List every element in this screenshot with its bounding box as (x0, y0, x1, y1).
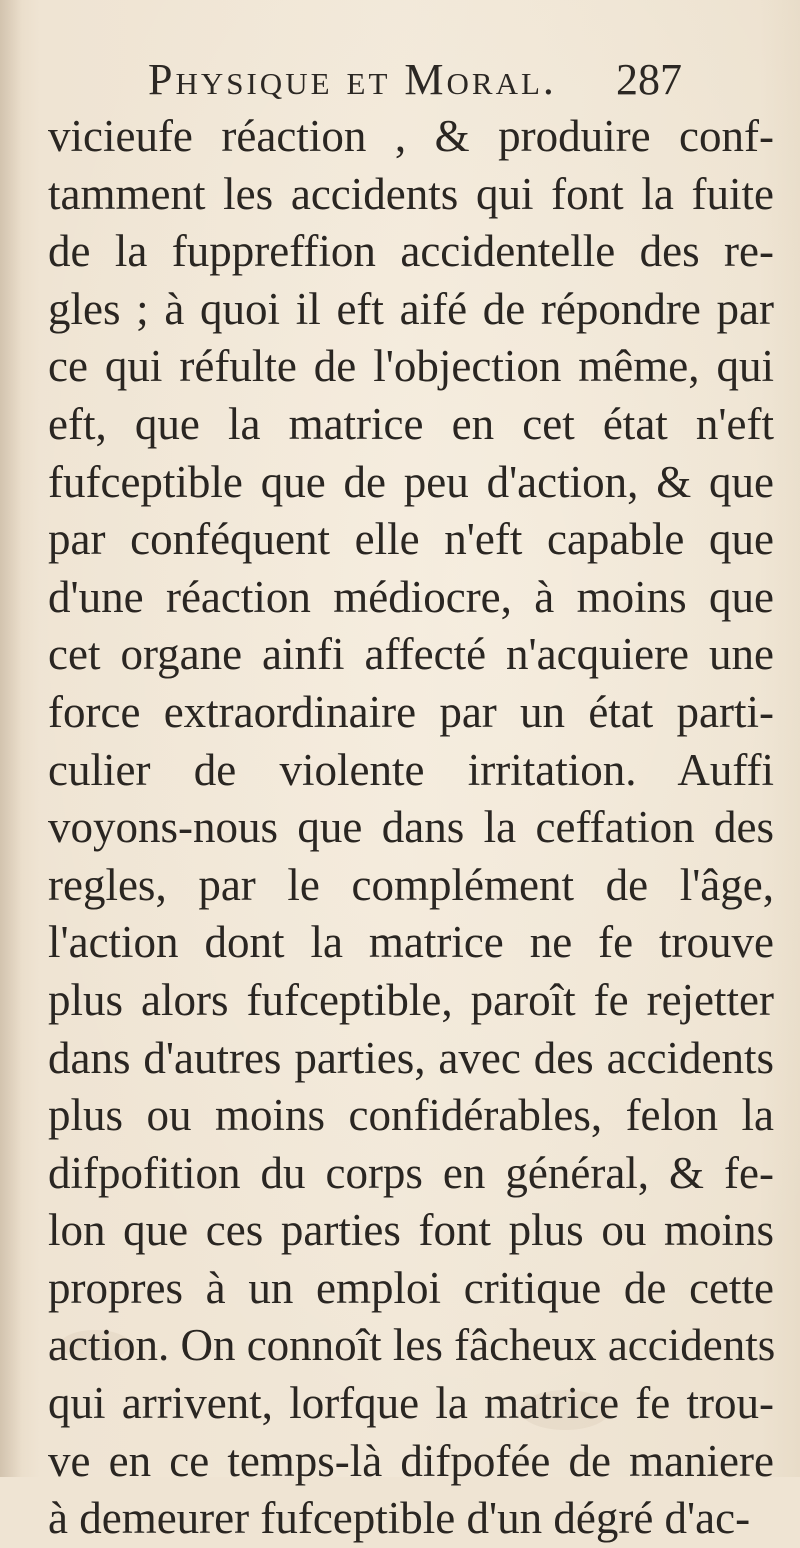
text-line: difpofition du corps en général, & fe- (48, 1147, 774, 1198)
text-line: voyons-nous que dans la ceffation des (48, 802, 774, 853)
text-line: eft, que la matrice en cet état n'eft (48, 398, 774, 449)
text-line: regles, par le complément de l'âge, (48, 859, 774, 910)
text-line: cet organe ainfi affecté n'acquiere une (48, 629, 774, 680)
text-line: de la fuppreffion accidentelle des re- (48, 226, 774, 277)
gutter-shadow (0, 0, 22, 1477)
text-line: culier de violente irritation. Auffi (48, 744, 774, 795)
page-number: 287 (616, 55, 682, 104)
text-line: lon que ces parties font plus ou moins (48, 1205, 774, 1256)
text-line: gles ; à quoi il eft aifé de répondre par (48, 283, 774, 334)
text-line: fufceptible que de peu d'action, & que (48, 456, 774, 507)
running-title: Physique et Moral. (148, 55, 557, 104)
text-line: à demeurer fufceptible d'un dégré d'ac- (48, 1493, 751, 1544)
text-line: par conféquent elle n'eft capable que (48, 514, 774, 565)
text-line: force extraordinaire par un état parti- (48, 686, 774, 737)
text-line: qui arrivent, lorfque la matrice fe trou- (48, 1378, 774, 1429)
text-line: plus ou moins confidérables, felon la (48, 1090, 774, 1141)
text-line: dans d'autres parties, avec des accidents (48, 1032, 774, 1083)
text-line: ve en ce temps-là difpofée de maniere (48, 1435, 774, 1486)
text-line: action. On connoît les fâcheux accidents (48, 1320, 776, 1371)
text-line: plus alors fufceptible, paroît fe rejetter (48, 974, 774, 1025)
text-line: ce qui réfulte de l'objection même, qui (48, 341, 774, 392)
body-text (48, 108, 774, 1548)
page-header (0, 54, 800, 110)
text-line: tamment les accidents qui font la fuite (48, 168, 774, 219)
text-line: l'action dont la matrice ne fe trouve (48, 917, 774, 968)
text-line: propres à un emploi critique de cette (48, 1262, 774, 1313)
text-line: vicieufe réaction , & produire conf- (48, 111, 774, 161)
text-line: d'une réaction médiocre, à moins que (48, 571, 774, 622)
